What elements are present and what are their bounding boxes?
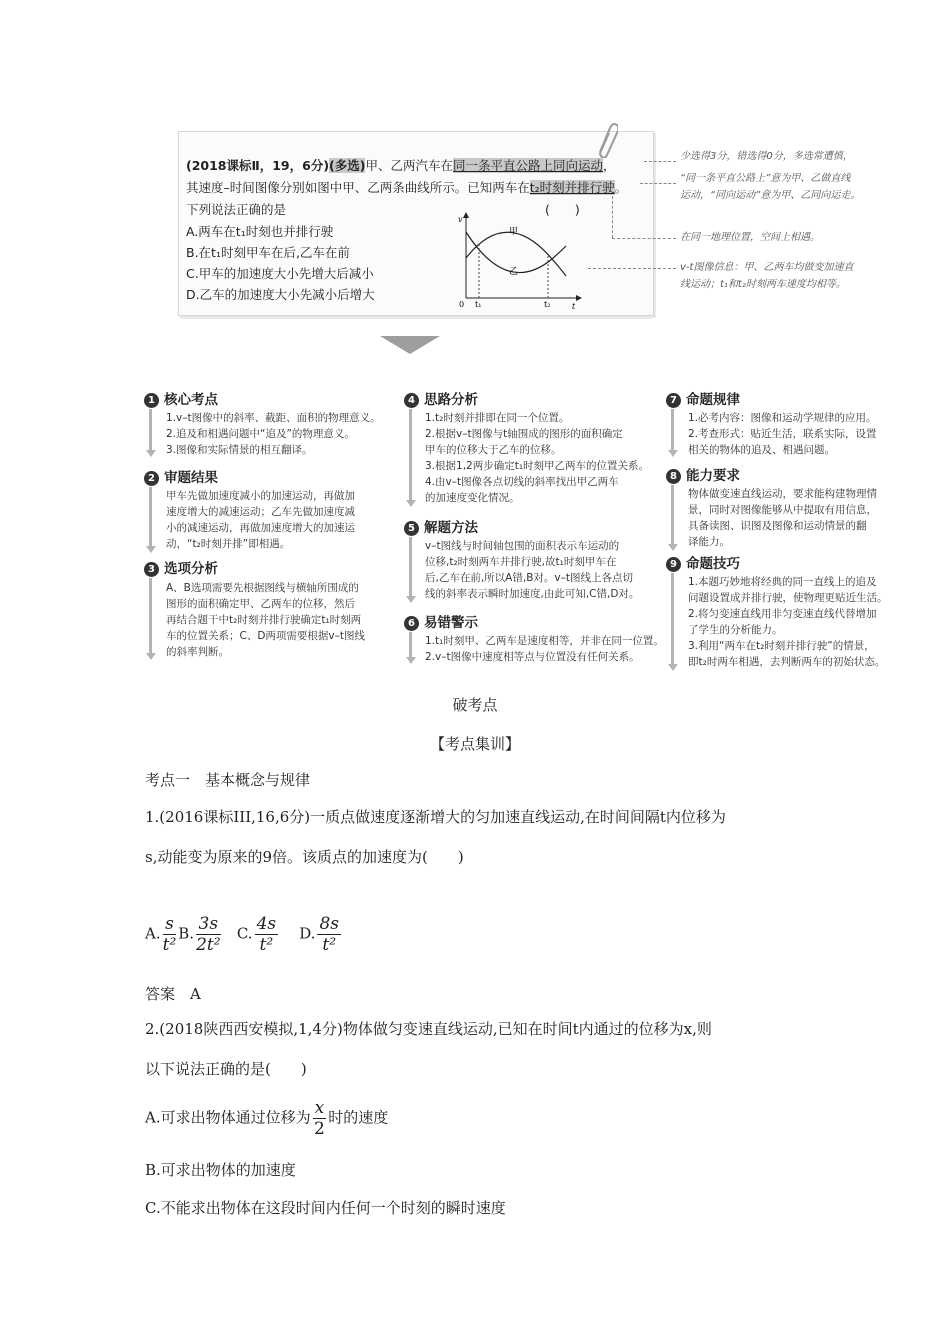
section-line: 3.根据1,2两步确定t₁时刻甲乙两车的位置关系。 (425, 460, 650, 472)
connector-line (640, 183, 676, 184)
numerator: 4s (256, 914, 277, 934)
stem-highlight-1: 同一条平直公路上同向运动 (453, 158, 604, 173)
section-7-title (666, 388, 740, 408)
section-1-body (166, 410, 381, 458)
q1-line2: s,动能变为原来的9倍。该质点的加速度为( ) (145, 848, 464, 866)
section-line: 相关的物体的追及、相遇问题。 (688, 444, 835, 456)
option-b: B.在t₁时刻甲车在后,乙车在前 (186, 245, 350, 260)
question-stem-line2 (186, 178, 627, 196)
section-rail (671, 485, 674, 545)
paperclip-icon (592, 122, 618, 158)
section-line: 了学生的分析能力。 (688, 624, 783, 636)
section-rail (671, 573, 674, 665)
section-line: 问题设置成并排行驶，使物理更贴近生活。 (688, 592, 888, 604)
section-line: 甲车先做加速度减小的加速运动，再做加 (166, 490, 355, 502)
section-line: 3.利用“两车在t₂时刻并排行驶”的情景， (688, 640, 875, 652)
section-line: 后,乙车在前,所以A错,B对。v–t图线上各点切 (425, 572, 633, 584)
section-4-body (425, 410, 649, 506)
section-8-title (666, 464, 740, 484)
fraction-a (163, 914, 177, 955)
question-source: (2018课标Ⅱ，19，6分) (186, 158, 330, 173)
section-line: 2.v–t图像中速度相等点与位置没有任何关系。 (425, 651, 640, 663)
section-number-icon: 6 (404, 616, 419, 631)
stem-text: ， (603, 158, 616, 173)
section-title-text: 选项分析 (164, 561, 218, 577)
stem-text: 。 (614, 180, 628, 195)
section-9-body (688, 574, 888, 670)
section-line: 车的位置关系；C、D两项需要根据v–t图线 (166, 630, 365, 642)
section-title-text: 能力要求 (686, 468, 740, 484)
t2-label: t₂ (544, 300, 551, 309)
annotation-2a: “同一条平直公路上”意为甲、乙做直线 (680, 173, 851, 184)
section-rail (409, 537, 412, 597)
numerator: x (314, 1098, 325, 1118)
q1-line1: 1.(2016课标III,16,6分)一质点做速度逐渐增大的匀加速直线运动,在时间间隔t内位移为 (145, 808, 726, 826)
annotation-4a: v-t图像信息：甲、乙两车均做变加速直 (680, 262, 854, 273)
section-number-icon: 8 (666, 469, 681, 484)
section-line: 1.必考内容：图像和运动学规律的应用。 (688, 412, 877, 424)
section-line: 小的减速运动，再做加速度增大的加速运 (166, 522, 355, 534)
curve-yi-label: 乙 (509, 267, 519, 277)
section-line: 图形的面积确定甲、乙两车的位移，然后 (166, 598, 355, 610)
section-rail (409, 632, 412, 658)
section-line: 的加速度变化情况。 (425, 492, 520, 504)
section-line: 2.考查形式：贴近生活，联系实际，设置 (688, 428, 877, 440)
question-stem-line1 (186, 156, 616, 174)
axis-v-label: v (458, 215, 463, 224)
section-title-text: 命题技巧 (686, 556, 740, 572)
connector-line (588, 268, 676, 269)
fraction-b (196, 914, 220, 955)
section-line: 物体做变速直线运动，要求能构建物理情 (688, 488, 877, 500)
section-rail (149, 487, 152, 547)
annotation-3: 在同一地理位置，空间上相遇。 (680, 232, 820, 243)
q2-line2: 以下说法正确的是( ) (145, 1060, 307, 1078)
section-line: 位移,t₂时刻两车并排行驶,故t₁时刻甲车在 (425, 556, 617, 568)
option-text: A.可求出物体通过位移为 (145, 1108, 311, 1127)
section-2-title (144, 466, 218, 486)
rail-arrow-icon (146, 653, 156, 660)
vt-graph (452, 210, 582, 310)
section-number-icon: 1 (144, 393, 159, 408)
annotation-1: 少选得3分，错选得0分，多选常遭慎， (680, 151, 853, 162)
section-line: 速度增大的减速运动；乙车先做加速度减 (166, 506, 355, 518)
section-title-text: 思路分析 (424, 392, 478, 408)
section-line: 动，“t₂时刻并排”即相遇。 (166, 538, 291, 550)
rail-arrow-icon (146, 546, 156, 553)
section-line: v–t图线与时间轴包围的面积表示车运动的 (425, 540, 620, 552)
q2-option-a (145, 1098, 388, 1139)
stem-text: 甲、乙两汽车在 (365, 158, 453, 173)
denominator: 2 (313, 1119, 325, 1139)
stem-text: 其速度–时间图像分别如图中甲、乙两条曲线所示。已知两车在 (186, 180, 530, 195)
section-title-text: 核心考点 (164, 392, 218, 408)
section-number-icon: 9 (666, 557, 681, 572)
q2-option-b: B.可求出物体的加速度 (145, 1161, 296, 1179)
denominator: t² (259, 935, 274, 955)
section-line: 具备读图、识图及图像和运动情景的翻 (688, 520, 867, 532)
curve-jia-label: 甲 (509, 227, 519, 237)
t1-label: t₁ (475, 300, 482, 309)
rail-arrow-icon (406, 657, 416, 664)
option-d: D.乙车的加速度大小先减小后增大 (186, 287, 375, 302)
numerator: s (163, 914, 177, 935)
rail-arrow-icon (146, 450, 156, 457)
section-number-icon: 7 (666, 393, 681, 408)
section-5-body (425, 538, 639, 602)
section-line: 3.图像和实际情景的相互翻译。 (166, 444, 313, 456)
q2-option-c: C.不能求出物体在这段时间内任何一个时刻的瞬时速度 (145, 1199, 506, 1217)
section-rail (149, 409, 152, 451)
option-label: C. (236, 924, 253, 943)
rail-arrow-icon (668, 664, 678, 671)
option-text: 时的速度 (328, 1108, 389, 1127)
section-line: 1.本题巧妙地将经典的同一直线上的追及 (688, 576, 877, 588)
section-number-icon: 5 (404, 521, 419, 536)
section-title-text: 审题结果 (164, 470, 218, 486)
denominator: t² (322, 935, 337, 955)
numerator: 8s (319, 914, 339, 934)
connector-line (644, 161, 676, 162)
page-heading: 破考点 (452, 696, 498, 714)
section-line: 1.t₂时刻并排即在同一个位置。 (425, 412, 570, 424)
down-triangle-icon (380, 336, 440, 356)
connector-line (612, 238, 676, 239)
section-title-text: 解题方法 (424, 520, 478, 536)
q1-options (145, 914, 343, 955)
fraction-c (255, 914, 279, 955)
section-line: 即t₂时两车相遇，去判断两车的初始状态。 (688, 656, 886, 668)
option-label: B. (178, 924, 195, 943)
multi-select-tag: (多选) (329, 158, 366, 173)
section-line: 2.将匀变速直线用非匀变速直线代替增加 (688, 608, 877, 620)
section-rail (149, 578, 152, 654)
section-line: A、B选项需要先根据图线与横轴所围成的 (166, 582, 359, 594)
rail-arrow-icon (406, 500, 416, 507)
section-line: 再结合题干中t₂时刻并排行驶确定t₁时刻两 (166, 614, 362, 626)
section-rail (409, 409, 412, 501)
fraction-x-over-2 (313, 1098, 327, 1139)
section-line: 景，同时对图像能够从中提取有用信息， (688, 504, 877, 516)
section-title-text: 命题规律 (686, 392, 740, 408)
section-8-body (688, 486, 877, 550)
topic-heading: 考点一 基本概念与规律 (145, 771, 311, 789)
rail-arrow-icon (668, 450, 678, 457)
section-line: 2.根据v–t图像与t轴围成的图形的面积确定 (425, 428, 623, 440)
option-a: A.两车在t₁时刻也并排行驶 (186, 224, 334, 239)
section-number-icon: 4 (404, 393, 419, 408)
denominator: t² (162, 935, 177, 955)
numerator: 3s (196, 914, 220, 935)
connector-line (612, 196, 613, 238)
section-5-title (404, 516, 478, 536)
option-label: D. (299, 924, 316, 943)
q2-line1: 2.(2018陕西西安模拟,1,4分)物体做匀变速直线运动,已知在时间t内通过的位移为x,则 (145, 1020, 712, 1038)
option-label: A. (145, 924, 161, 943)
section-rail (671, 409, 674, 451)
section-9-title (666, 552, 740, 572)
origin-label: 0 (459, 300, 465, 309)
stem-highlight-2: t₂时刻并排行驶 (529, 180, 615, 195)
section-line: 1.t₁时刻甲、乙两车是速度相等，并非在同一位置。 (425, 635, 664, 647)
denominator: 2t² (196, 935, 221, 955)
question-stem-line3: 下列说法正确的是 (186, 202, 287, 217)
axis-t-label: t (572, 302, 576, 310)
section-6-body (425, 633, 664, 665)
page-subheading: 【考点集训】 (429, 735, 520, 753)
section-number-icon: 3 (144, 562, 159, 577)
section-line: 译能力。 (688, 536, 730, 548)
section-line: 1.v–t图像中的斜率、截距、面积的物理意义。 (166, 412, 381, 424)
rail-arrow-icon (406, 596, 416, 603)
section-6-title (404, 611, 478, 631)
section-line: 线的斜率表示瞬时加速度,由此可知,C错,D对。 (425, 588, 640, 600)
fraction-d (317, 914, 341, 955)
option-c: C.甲车的加速度大小先增大后减小 (186, 266, 374, 281)
section-4-title (404, 388, 478, 408)
section-line: 2.追及和相遇问题中“追及”的物理意义。 (166, 428, 355, 440)
section-3-title (144, 557, 218, 577)
section-1-title (144, 388, 218, 408)
section-3-body (166, 580, 365, 660)
annotation-2b: 运动，“同向运动”意为甲、乙同向运走。 (680, 190, 861, 201)
section-number-icon: 2 (144, 471, 159, 486)
section-2-body (166, 488, 355, 552)
q1-answer: 答案 A (145, 985, 201, 1003)
annotation-4b: 线运动；t₁和t₂时刻两车速度均相等。 (680, 279, 846, 290)
answer-blank: ( ) (545, 202, 580, 217)
section-title-text: 易错警示 (424, 615, 478, 631)
section-line: 4.由v–t图像各点切线的斜率找出甲乙两车 (425, 476, 619, 488)
section-7-body (688, 410, 877, 458)
section-line: 的斜率判断。 (166, 646, 229, 658)
rail-arrow-icon (668, 544, 678, 551)
section-line: 甲车的位移大于乙车的位移。 (425, 444, 562, 456)
